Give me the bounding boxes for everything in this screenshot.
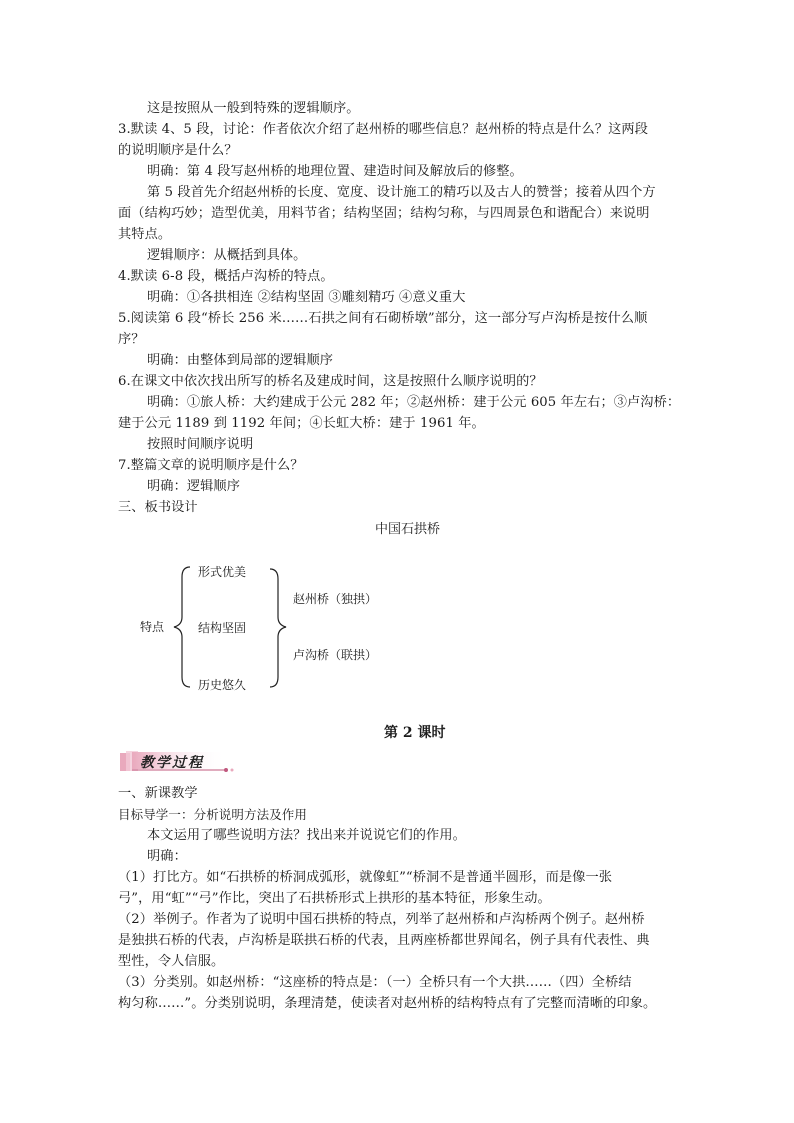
section-heading: 一、新课教学 <box>118 786 198 801</box>
board-bridge: 卢沟桥（联拱） <box>293 648 378 662</box>
text-line: （2）举例子。作者为了说明中国石拱桥的特点，列举了赵州桥和卢沟桥两个例子。赵州桥 <box>118 912 645 927</box>
board-diagram <box>130 555 390 700</box>
text-line: 型性，令人信服。 <box>118 954 225 969</box>
brace-graphic <box>130 555 390 700</box>
text-line: 是独拱石桥的代表，卢沟桥是联拱石桥的代表，且两座桥都世界闻名，例子具有代表性、典 <box>118 933 650 948</box>
text-line: 明确：第 4 段写赵州桥的地理位置、建造时间及解放后的修整。 <box>147 164 523 179</box>
text-line: 明确： <box>147 849 187 864</box>
board-root: 特点 <box>140 620 165 634</box>
text-line: 序？ <box>118 332 145 347</box>
text-line: 明确：①各拱相连 ②结构坚固 ③雕刻精巧 ④意义重大 <box>147 290 466 305</box>
text-line: 逻辑顺序：从概括到具体。 <box>147 248 307 263</box>
text-line: 明确：①旅人桥：大约建成于公元 282 年；②赵州桥：建于公元 605 年左右；③卢沟桥： <box>147 395 681 410</box>
text-line: （3）分类别。如赵州桥：“这座桥的特点是：（一）全桥只有一个大拱……（四）全桥结 <box>118 975 632 990</box>
text-line: 5.阅读第 6 段“桥长 256 米……石拱之间有石砌桥墩”部分，这一部分写卢沟桥是按什么顺 <box>118 311 648 326</box>
board-feature: 形式优美 <box>198 565 247 579</box>
lesson-title: 第 2 课时 <box>384 725 446 741</box>
text-line: （1）打比方。如“石拱桥的桥洞成弧形，就像虹”“桥洞不是普通半圆形，而是像一张 <box>118 870 613 885</box>
left-brace <box>174 567 190 687</box>
subsection-heading: 目标导学一：分析说明方法及作用 <box>118 807 308 822</box>
board-feature: 结构坚固 <box>198 621 247 635</box>
text-line: 7.整篇文章的说明顺序是什么？ <box>118 458 304 473</box>
text-line: 构匀称……”。分类别说明，条理清楚，使读者对赵州桥的结构特点有了完整而清晰的印象。 <box>118 996 657 1011</box>
text-line: 明确：由整体到局部的逻辑顺序 <box>147 353 334 368</box>
text-line: 按照时间顺序说明 <box>147 437 254 452</box>
text-line: 第 5 段首先介绍赵州桥的长度、宽度、设计施工的精巧以及古人的赞誉；接着从四个方 <box>147 185 656 200</box>
text-line: 本文运用了哪些说明方法？找出来并说说它们的作用。 <box>147 828 466 843</box>
text-line: 面（结构巧妙；造型优美，用料节省；结构坚固；结构匀称，与四周景色和谐配合）来说明 <box>118 206 650 221</box>
text-line: 的说明顺序是什么？ <box>118 143 238 158</box>
board-title: 中国石拱桥 <box>375 522 441 537</box>
section-banner <box>118 749 238 773</box>
text-line: 这是按照从一般到特殊的逻辑顺序。 <box>147 101 360 116</box>
text-line: 弓”，用“虹”“弓”作比，突出了石拱桥形式上拱形的基本特征，形象生动。 <box>118 891 551 906</box>
right-brace <box>270 569 286 687</box>
board-feature: 历史悠久 <box>198 678 247 692</box>
board-bridge: 赵州桥（独拱） <box>293 592 378 606</box>
section-heading: 三、板书设计 <box>118 500 198 515</box>
text-line: 6.在课文中依次找出所写的桥名及建成时间，这是按照什么顺序说明的？ <box>118 374 543 389</box>
banner-label: 教学过程 <box>140 755 204 771</box>
text-line: 3.默读 4、5 段，讨论：作者依次介绍了赵州桥的哪些信息？赵州桥的特点是什么？这两段 <box>118 122 648 137</box>
text-line: 明确：逻辑顺序 <box>147 479 241 494</box>
text-line: 4.默读 6-8 段，概括卢沟桥的特点。 <box>118 269 334 284</box>
text-line: 建于公元 1189 到 1192 年间；④长虹大桥：建于 1961 年。 <box>118 416 485 431</box>
text-line: 其特点。 <box>118 227 172 242</box>
